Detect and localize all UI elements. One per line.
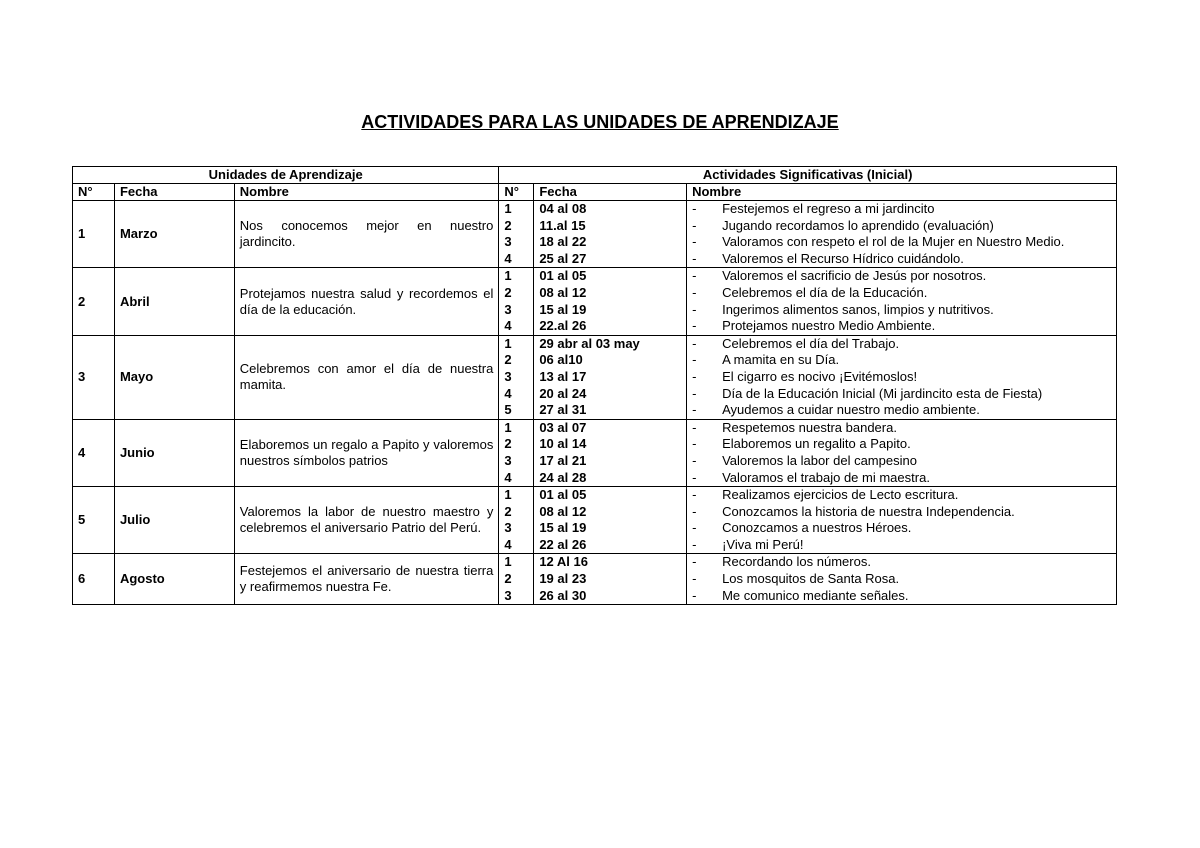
bullet-dash: - [692,452,697,468]
activity-num: 4 [504,318,512,334]
unit-fecha: Julio [114,487,234,554]
unit-num: 6 [73,554,115,605]
activity-name-list [687,419,1117,486]
activity-item [692,369,1111,386]
activity-fecha-list [534,554,687,605]
activity-nombre: Celebremos el día del Trabajo. [722,335,900,351]
unit-num: 3 [73,335,115,419]
activity-item [692,218,1111,235]
header-activity-nombre: Nombre [687,184,1117,201]
activity-num-list [499,201,534,268]
activity-num: 4 [504,469,512,485]
unit-num: 2 [73,268,115,335]
activity-num: 1 [504,268,512,284]
activity-nombre: Festejemos el regreso a mi jardincito [722,201,935,216]
activity-fecha: 22 al 26 [539,536,587,552]
activity-num: 4 [504,250,512,266]
activity-num: 2 [504,284,512,300]
activity-name-list [687,201,1117,268]
activity-nombre: Conozcamos la historia de nuestra Independencia. [722,503,1015,519]
header-unit-nombre: Nombre [234,184,499,201]
table-row [73,201,1117,268]
bullet-dash: - [692,284,697,300]
activity-num: 1 [504,554,512,570]
activity-item [692,386,1111,403]
activity-fecha: 01 al 05 [539,487,587,503]
header-activity-fecha: Fecha [534,184,687,201]
activity-num: 5 [504,402,512,418]
activity-fecha: 29 abr al 03 may [539,335,640,351]
activity-item [692,571,1111,588]
table-row [73,419,1117,486]
bullet-dash: - [692,201,697,216]
activity-nombre: Los mosquitos de Santa Rosa. [722,571,900,587]
activity-num-list [499,554,534,605]
activity-item [692,318,1111,335]
bullet-dash: - [692,587,697,603]
activity-num: 2 [504,571,512,587]
activity-nombre: Valoremos el sacrificio de Jesús por nosotros. [722,268,987,284]
activity-num: 1 [504,335,512,351]
activity-nombre: Protejamos nuestro Medio Ambiente. [722,318,936,334]
activity-nombre: Elaboremos un regalito a Papito. [722,436,911,452]
activity-fecha: 08 al 12 [539,503,587,519]
activity-fecha-list [534,268,687,335]
unit-nombre: Festejemos el aniversario de nuestra tierra y reafirmemos nuestra Fe. [234,554,499,605]
activity-nombre: Conozcamos a nuestros Héroes. [722,520,912,536]
activity-fecha: 17 al 21 [539,452,587,468]
activity-fecha: 27 al 31 [539,402,587,418]
table-row [73,554,1117,605]
bullet-dash: - [692,352,697,368]
activity-nombre: Valoramos con respeto el rol de la Mujer en Nuestro Medio. [722,234,1065,250]
activity-fecha: 08 al 12 [539,284,587,300]
activity-nombre: Recordando los números. [722,554,871,570]
activity-name-list [687,554,1117,605]
bullet-dash: - [692,301,697,317]
activity-fecha: 11.al 15 [539,217,586,233]
bullet-dash: - [692,217,697,233]
activity-item [692,336,1111,353]
group-header-units: Unidades de Aprendizaje [73,167,499,184]
activity-item [692,554,1111,571]
bullet-dash: - [692,419,697,435]
activity-nombre: Me comunico mediante señales. [722,587,909,603]
activity-fecha: 26 al 30 [539,587,587,603]
activity-nombre: El cigarro es nocivo ¡Evitémoslos! [722,368,918,384]
unit-nombre: Protejamos nuestra salud y recordemos el día de la educación. [234,268,499,335]
activity-nombre: Valoramos el trabajo de mi maestra. [722,469,930,485]
activity-item [692,268,1111,285]
activity-num-list [499,487,534,554]
unit-num: 5 [73,487,115,554]
activity-item [692,201,1111,218]
unit-nombre: Celebremos con amor el día de nuestra mamita. [234,335,499,419]
activity-fecha: 06 al10 [539,352,583,368]
bullet-dash: - [692,250,697,266]
activity-num: 1 [504,201,512,216]
activity-name-list [687,487,1117,554]
activity-item [692,420,1111,437]
activity-item [692,402,1111,419]
bullet-dash: - [692,520,697,536]
activity-item [692,436,1111,453]
activity-item [692,251,1111,268]
activity-num: 3 [504,234,512,250]
activity-nombre: Día de la Educación Inicial (Mi jardincito esta de Fiesta) [722,385,1043,401]
activity-num-list [499,419,534,486]
unit-fecha: Agosto [114,554,234,605]
group-header-activities: Actividades Significativas (Inicial) [499,167,1117,184]
activity-fecha: 12 Al 16 [539,554,588,570]
activity-fecha: 01 al 05 [539,268,587,284]
activity-fecha: 20 al 24 [539,385,587,401]
activity-item [692,588,1111,605]
activity-nombre: Respetemos nuestra bandera. [722,419,897,435]
activity-num: 2 [504,503,512,519]
bullet-dash: - [692,536,697,552]
activity-num: 4 [504,385,512,401]
activity-num-list [499,268,534,335]
group-header-row [73,167,1117,184]
activity-fecha-list [534,201,687,268]
bullet-dash: - [692,234,697,250]
bullet-dash: - [692,503,697,519]
table-row [73,268,1117,335]
activity-item [692,537,1111,554]
activity-num: 3 [504,520,512,536]
unit-nombre: Elaboremos un regalo a Papito y valoremos nuestros símbolos patrios [234,419,499,486]
activity-fecha: 03 al 07 [539,419,587,435]
activity-num: 1 [504,419,512,435]
unit-fecha: Abril [114,268,234,335]
activity-nombre: Valoremos el Recurso Hídrico cuidándolo. [722,250,964,266]
bullet-dash: - [692,436,697,452]
activity-name-list [687,268,1117,335]
activity-nombre: A mamita en su Día. [722,352,840,368]
bullet-dash: - [692,335,697,351]
unit-num: 1 [73,201,115,268]
activity-fecha: 13 al 17 [539,368,587,384]
activity-nombre: Ayudemos a cuidar nuestro medio ambiente. [722,402,980,418]
activity-fecha-list [534,487,687,554]
activity-num: 2 [504,217,512,233]
activity-fecha: 04 al 08 [539,201,587,216]
activity-fecha: 25 al 27 [539,250,587,266]
activity-fecha-list [534,419,687,486]
activity-num: 3 [504,368,512,384]
activity-nombre: Jugando recordamos lo aprendido (evaluación) [722,217,994,233]
activity-num: 4 [504,536,512,552]
unit-fecha: Mayo [114,335,234,419]
header-unit-num: N° [73,184,115,201]
activity-nombre: ¡Viva mi Perú! [722,536,804,552]
activity-item [692,285,1111,302]
bullet-dash: - [692,368,697,384]
activity-nombre: Ingerimos alimentos sanos, limpios y nutritivos. [722,301,994,317]
activity-nombre: Valoremos la labor del campesino [722,452,917,468]
activity-num: 1 [504,487,512,503]
bullet-dash: - [692,268,697,284]
unit-fecha: Marzo [114,201,234,268]
unit-num: 4 [73,419,115,486]
bullet-dash: - [692,385,697,401]
bullet-dash: - [692,571,697,587]
page-title: ACTIVIDADES PARA LAS UNIDADES DE APRENDIZAJE [361,112,839,132]
activity-item [692,453,1111,470]
unit-nombre: Valoremos la labor de nuestro maestro y celebremos el aniversario Patrio del Perú. [234,487,499,554]
activity-item [692,302,1111,319]
activity-item [692,470,1111,487]
activity-num: 3 [504,452,512,468]
activity-name-list [687,335,1117,419]
activity-fecha: 24 al 28 [539,469,587,485]
activity-item [692,504,1111,521]
activity-num: 3 [504,587,512,603]
activity-fecha: 18 al 22 [539,234,587,250]
activity-item [692,520,1111,537]
activity-fecha: 19 al 23 [539,571,587,587]
activity-num: 3 [504,301,512,317]
activity-fecha: 22.al 26 [539,318,587,334]
activities-table [72,166,1117,605]
activity-fecha: 15 al 19 [539,520,587,536]
activity-fecha: 15 al 19 [539,301,587,317]
bullet-dash: - [692,318,697,334]
activity-nombre: Celebremos el día de la Educación. [722,284,928,300]
activity-item [692,352,1111,369]
activity-fecha: 10 al 14 [539,436,587,452]
table-body [73,167,1117,605]
column-header-row [73,184,1117,201]
activity-num-list [499,335,534,419]
header-activity-num: N° [499,184,534,201]
unit-fecha: Junio [114,419,234,486]
activity-num: 2 [504,352,512,368]
activity-item [692,234,1111,251]
bullet-dash: - [692,402,697,418]
activity-item [692,487,1111,504]
activity-num: 2 [504,436,512,452]
bullet-dash: - [692,487,697,503]
activity-fecha-list [534,335,687,419]
table-row [73,487,1117,554]
table-row [73,335,1117,419]
bullet-dash: - [692,469,697,485]
header-unit-fecha: Fecha [114,184,234,201]
activity-nombre: Realizamos ejercicios de Lecto escritura. [722,487,959,503]
bullet-dash: - [692,554,697,570]
unit-nombre: Nos conocemos mejor en nuestro jardincito. [234,201,499,268]
